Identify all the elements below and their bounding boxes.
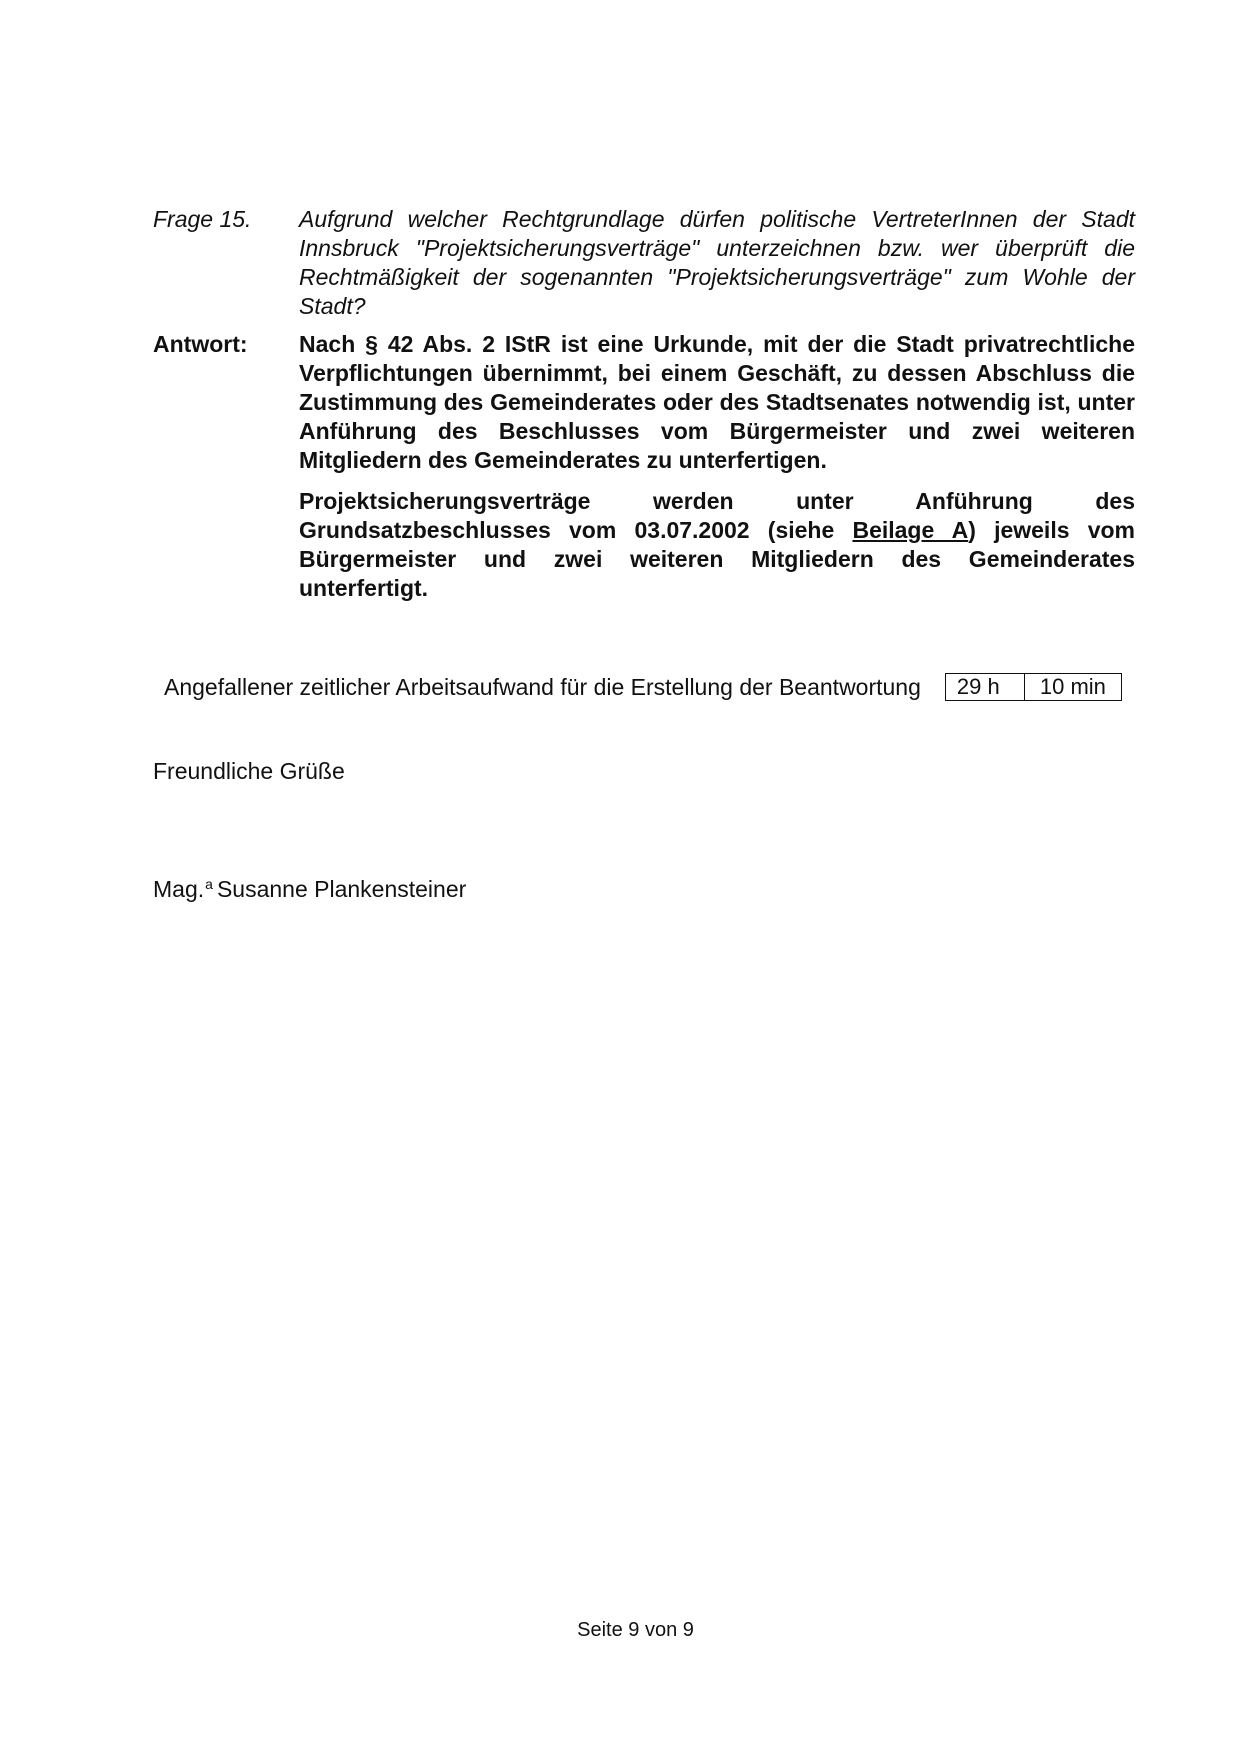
answer-paragraph-2-start: Projektsicherungsverträge werden unter Anführung des Grundsatzbeschlusses vom 03.07.2002 (siehe	[299, 488, 1135, 543]
answer-paragraph-1: Nach § 42 Abs. 2 IStR ist eine Urkunde, mit der die Stadt privatrechtliche Verpflichtungen übernimmt, bei einem Geschäft, zu dessen Abschluss die Zustimmung des Gemeinderates oder des Stadtsenates notwendig ist, unter Anführung des Beschlusses vom Bürgermeister und zwei weiteren Mitgliedern des Gemeinderates zu unterfertigen.	[299, 331, 1135, 473]
question-text: Aufgrund welcher Rechtgrundlage dürfen politische VertreterInnen der Stadt Innsbruck "Projektsicherungsverträge" unterzeichnen bzw. wer überprüft die Rechtmäßigkeit der sogenannten "Projektsicherungsverträge" zum Wohle der Stadt?	[299, 206, 1135, 319]
answer-content	[299, 330, 1135, 603]
question-row	[153, 205, 1135, 321]
work-effort-label: Angefallener zeitlicher Arbeitsaufwand für die Erstellung der Beantwortung	[164, 674, 921, 700]
signature-title-superscript: a	[205, 876, 213, 892]
beilage-a-reference: Beilage A	[852, 517, 969, 543]
closing-greeting: Freundliche Grüße	[153, 758, 345, 784]
signature-name	[153, 870, 466, 903]
question-label: Frage 15.	[153, 206, 252, 232]
answer-paragraph-2	[299, 487, 1135, 603]
question-content	[299, 205, 1135, 321]
work-effort-table	[945, 673, 1122, 701]
signature-person-name: Susanne Plankensteiner	[216, 876, 467, 902]
question-answer-section	[153, 205, 1135, 603]
signature-title: Mag.	[153, 876, 205, 902]
work-effort-minutes: 10 min	[1039, 674, 1106, 699]
answer-paragraph-2-end: ) jeweils vom Bürgermeister und zwei weiteren Mitgliedern des Gemeinderates unterfertigt.	[299, 517, 1135, 601]
work-effort-hours: 29 h	[946, 674, 1025, 700]
work-effort-row	[164, 673, 1122, 701]
answer-label: Antwort:	[153, 331, 248, 357]
answer-row	[153, 330, 1135, 603]
page-number-footer: Seite 9 von 9	[577, 1619, 694, 1641]
